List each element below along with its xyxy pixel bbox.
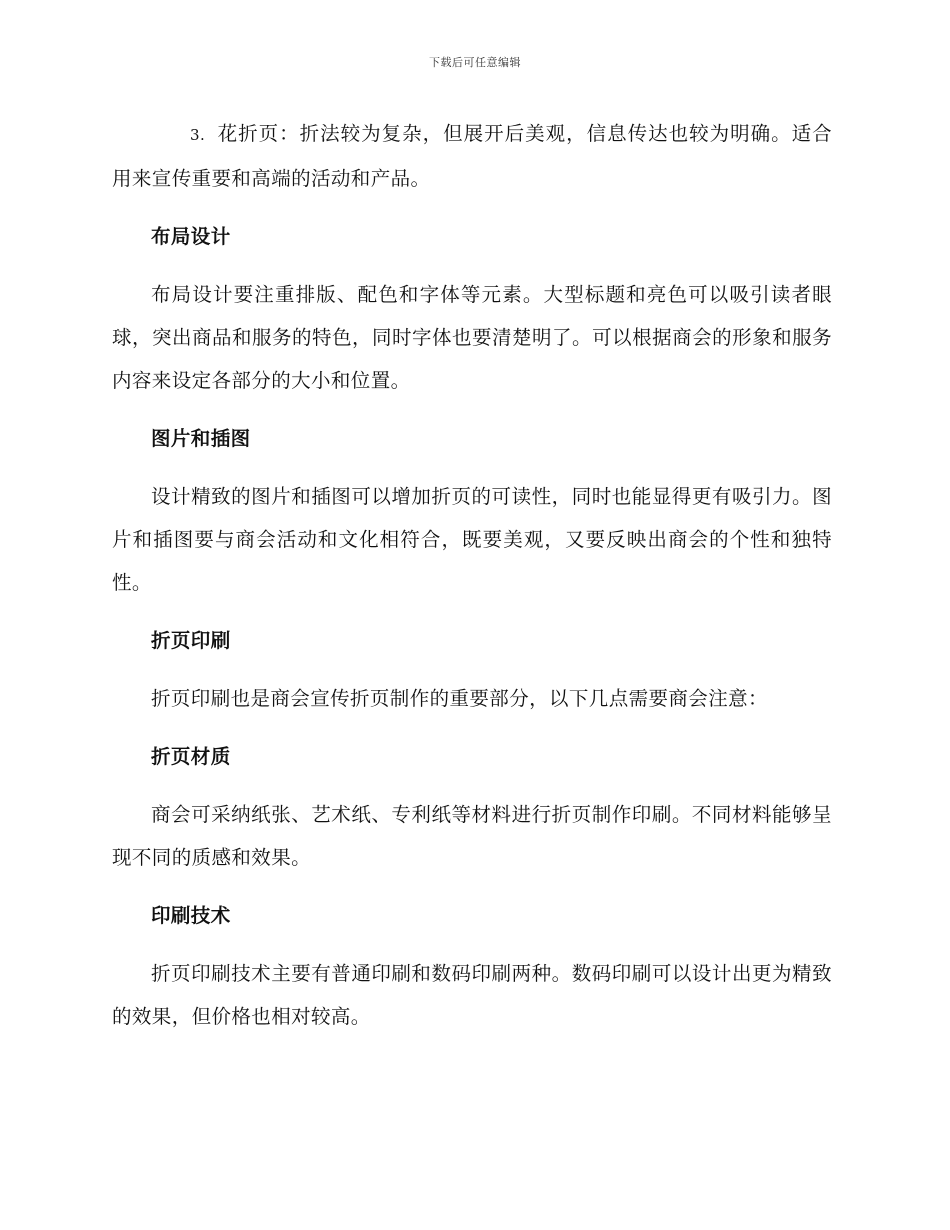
technique-paragraph: 折页印刷技术主要有普通印刷和数码印刷两种。数码印刷可以设计出更为精致的效果，但价格也相对较高。 [112,962,832,1028]
printing-heading: 折页印刷 [151,629,231,652]
document-body [112,112,832,1038]
images-paragraph: 设计精致的图片和插图可以增加折页的可读性，同时也能显得更有吸引力。图片和插图要与商会活动和文化相符合，既要美观，又要反映出商会的个性和独特性。 [112,485,832,594]
item-3-text: 花折页：折法较为复杂，但展开后美观，信息传达也较为明确。适合用来宣传重要和高端的活动和产品。 [112,122,832,190]
images-heading: 图片和插图 [151,427,251,450]
technique-heading: 印刷技术 [151,904,231,927]
layout-paragraph: 布局设计要注重排版、配色和字体等元素。大型标题和亮色可以吸引读者眼球，突出商品和服务的特色，同时字体也要清楚明了。可以根据商会的形象和服务内容来设定各部分的大小和位置。 [112,283,832,392]
material-paragraph: 商会可采纳纸张、艺术纸、专利纸等材料进行折页制作印刷。不同材料能够呈现不同的质感和效果。 [112,803,832,869]
layout-heading: 布局设计 [151,225,231,248]
item-3-number: 3. [190,126,206,144]
printing-paragraph: 折页印刷也是商会宣传折页制作的重要部分，以下几点需要商会注意： [151,687,768,710]
material-heading: 折页材质 [151,745,231,768]
item-3-paragraph [112,112,832,200]
page-header: 下载后可任意编辑 [429,56,521,69]
